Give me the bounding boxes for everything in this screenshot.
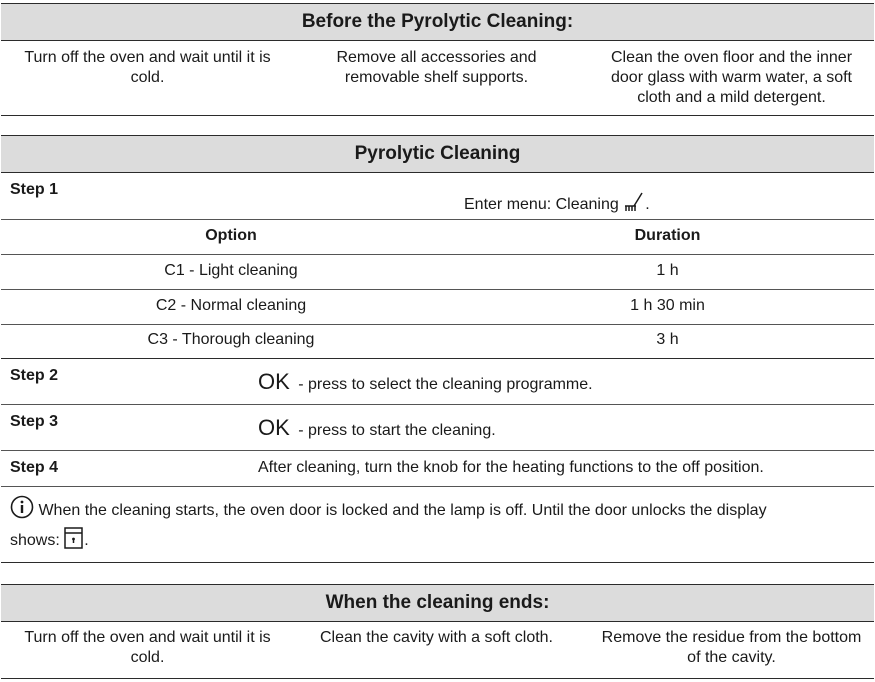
step4-text: After cleaning, turn the knob for the heating functions to the off position. xyxy=(258,459,764,476)
cleaning-icon xyxy=(623,191,645,215)
info-note-line2 xyxy=(10,527,89,550)
ends-cell-1: Turn off the oven and wait until it is cold. xyxy=(24,629,271,666)
before-cell-3: Clean the oven floor and the inner door glass with warm water, a soft cloth and a mild detergent. xyxy=(610,49,853,106)
step4-label: Step 4 xyxy=(10,459,59,476)
duration-cell: 3 h xyxy=(656,331,679,348)
before-row xyxy=(1,41,874,116)
step1-text xyxy=(464,191,650,215)
step4-row xyxy=(1,451,874,487)
option-column-header: Option xyxy=(205,227,257,244)
step2-row xyxy=(1,359,874,405)
info-note-suffix: . xyxy=(84,532,89,549)
table-row xyxy=(1,325,874,359)
step1-label: Step 1 xyxy=(10,181,59,198)
duration-cell: 1 h 30 min xyxy=(630,297,705,314)
before-cell-1: Turn off the oven and wait until it is cold. xyxy=(24,49,271,86)
pyrolytic-section-title: Pyrolytic Cleaning xyxy=(354,143,521,164)
before-section-header xyxy=(1,3,874,41)
step1-row xyxy=(1,173,874,220)
table-row xyxy=(1,290,874,325)
duration-cell: 1 h xyxy=(656,262,679,279)
ends-section-title: When the cleaning ends: xyxy=(325,592,550,613)
ends-section-header xyxy=(1,584,874,622)
step3-instruction: - press to start the cleaning. xyxy=(293,422,496,439)
info-note-text2: shows: xyxy=(10,532,60,549)
option-cell: C2 - Normal cleaning xyxy=(155,297,307,314)
step2-text xyxy=(258,369,593,395)
ends-cell-3: Remove the residue from the bottom of the cavity. xyxy=(601,629,862,666)
step3-row xyxy=(1,405,874,451)
step3-text xyxy=(258,415,496,441)
ends-row xyxy=(1,622,874,679)
ok-key-icon: OK xyxy=(258,369,290,394)
table-row xyxy=(1,255,874,290)
info-note-line1 xyxy=(10,495,767,520)
before-section-title: Before the Pyrolytic Cleaning: xyxy=(301,11,574,32)
option-cell: C3 - Thorough cleaning xyxy=(147,331,315,348)
step2-instruction: - press to select the cleaning programme. xyxy=(293,376,593,393)
ends-cell-2: Clean the cavity with a soft cloth. xyxy=(320,629,553,646)
step1-suffix: . xyxy=(645,196,650,213)
step2-label: Step 2 xyxy=(10,367,59,384)
info-icon xyxy=(10,495,34,519)
ok-key-icon: OK xyxy=(258,415,290,440)
info-note xyxy=(1,487,874,563)
step3-label: Step 3 xyxy=(10,413,59,430)
info-note-text: When the cleaning starts, the oven door is locked and the lamp is off. Until the door unlocks the display xyxy=(38,502,767,519)
before-cell-2: Remove all accessories and removable shelf supports. xyxy=(336,49,537,86)
option-cell: C1 - Light cleaning xyxy=(164,262,298,279)
door-lock-icon xyxy=(64,527,84,549)
pyrolytic-section-header xyxy=(1,135,874,173)
step1-instruction: Enter menu: Cleaning xyxy=(464,196,619,213)
duration-column-header: Duration xyxy=(634,227,701,244)
options-table-header xyxy=(1,220,874,255)
